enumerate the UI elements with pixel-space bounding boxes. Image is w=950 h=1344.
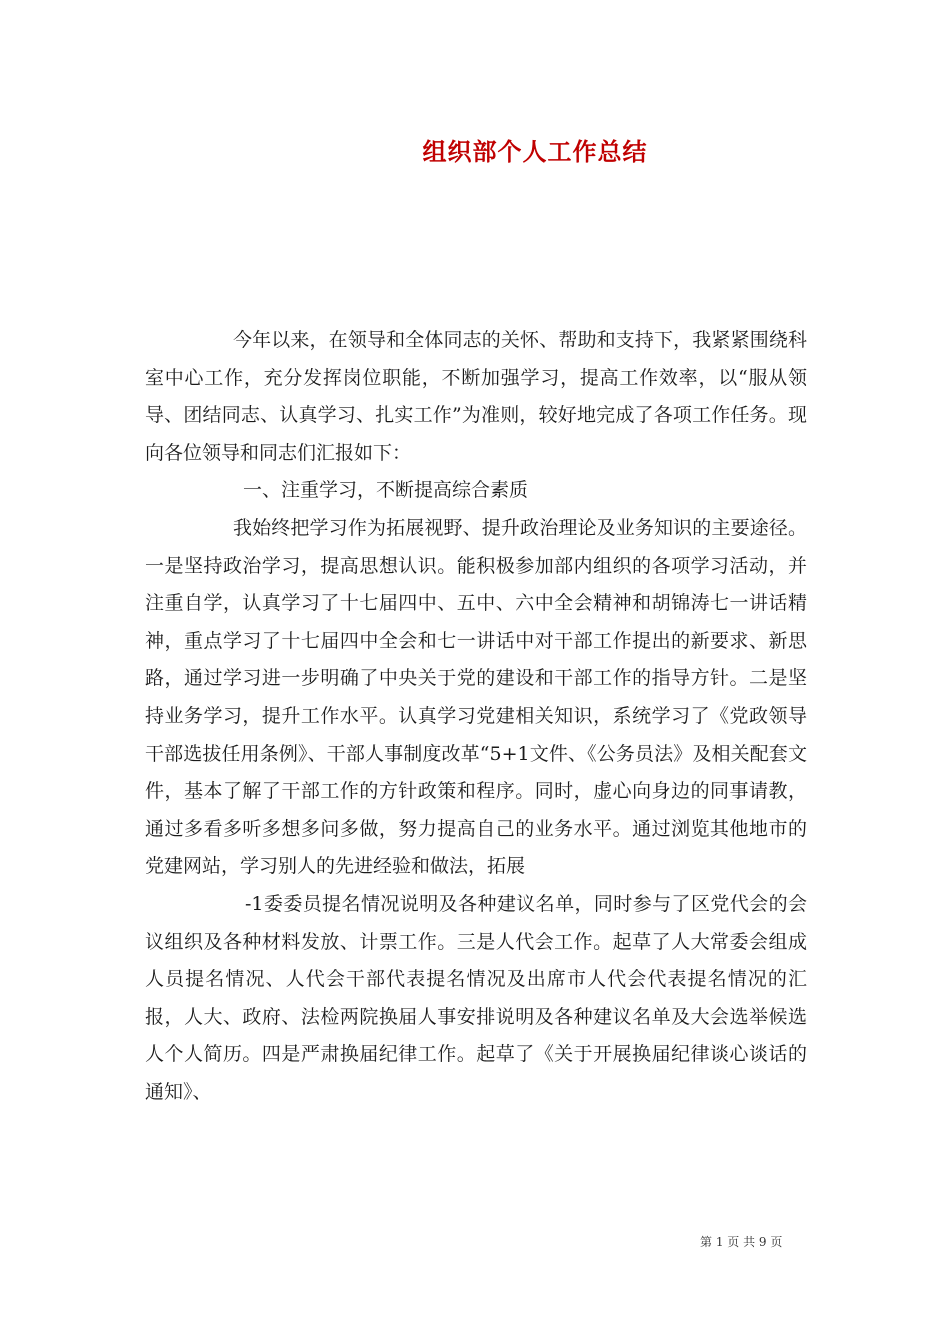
page-number: 第 1 页 共 9 页	[700, 1235, 783, 1249]
document-body	[145, 322, 807, 1111]
study-paragraph: 我始终把学习作为拓展视野、提升政治理论及业务知识的主要途径。一是坚持政治学习，提高思想认识。能积极参加部内组织的各项学习活动，并注重自学，认真学习了十七届四中、五中、六中全会精神和胡锦涛七一讲话精神，重点学习了十七届四中全会和七一讲话中对干部工作提出的新要求、新思路，通过学习进一步明确了中央关于党的建设和干部工作的指导方针。二是坚持业务学习，提升工作水平。认真学习党建相关知识，系统学习了《党政领导干部选拔任用条例》、干部人事制度改革“5+1文件、《公务员法》及相关配套文件，基本了解了干部工作的方针政策和程序。同时，虚心向身边的同事请教，通过多看多听多想多问多做，努力提高自己的业务水平。通过浏览其他地市的党建网站，学习别人的先进经验和做法，拓展	[145, 516, 807, 878]
document-title: 组织部个人工作总结	[422, 137, 648, 166]
section-heading: 一、注重学习，不断提高综合素质	[243, 479, 529, 502]
election-paragraph: -1委委员提名情况说明及各种建议名单，同时参与了区党代会的会议组织及各种材料发放、计票工作。三是人代会工作。起草了人大常委会组成人员提名情况、人代会干部代表提名情况及出席市人代会代表提名情况的汇报，人大、政府、法检两院换届人事安排说明及各种建议名单及大会选举候选人个人简历。四是严肃换届纪律工作。起草了《关于开展换届纪律谈心谈话的通知》、	[145, 892, 807, 1103]
intro-paragraph: 今年以来，在领导和全体同志的关怀、帮助和支持下，我紧紧围绕科室中心工作，充分发挥岗位职能，不断加强学习，提高工作效率，以“服从领导、团结同志、认真学习、扎实工作”为准则，较好地完成了各项工作任务。现向各位领导和同志们汇报如下：	[145, 329, 807, 464]
